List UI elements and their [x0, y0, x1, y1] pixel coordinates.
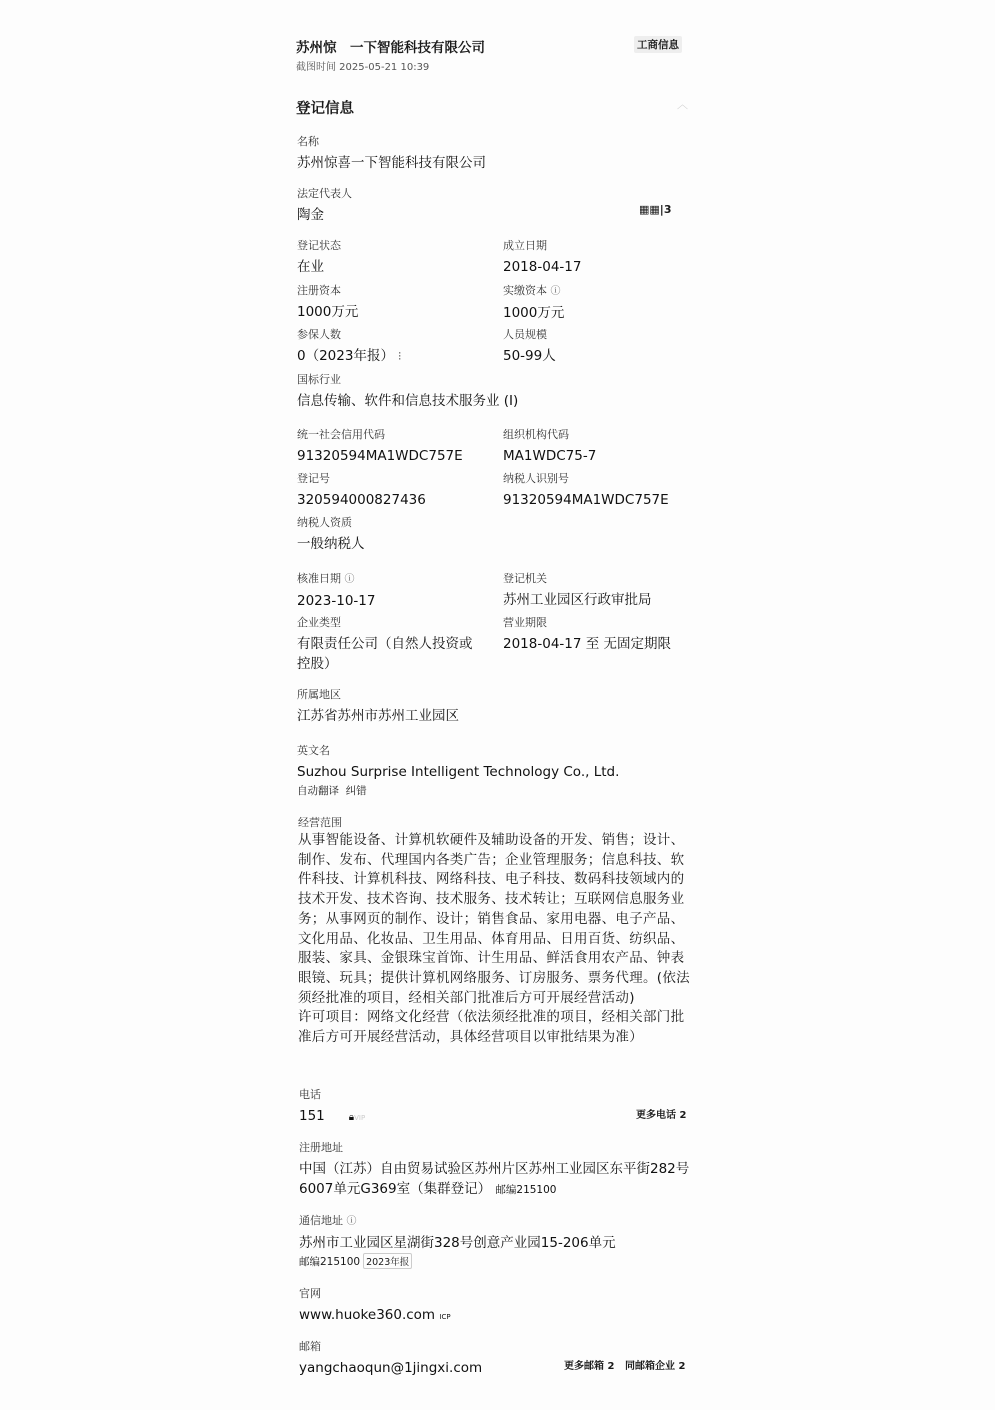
- website-link[interactable]: www.huoke360.com: [299, 1307, 436, 1323]
- info-icon[interactable]: ⓘ: [344, 574, 355, 585]
- field-industry: [297, 373, 687, 411]
- value: [297, 346, 497, 367]
- label: 营业期限: [503, 616, 547, 629]
- field-website: [299, 1287, 689, 1327]
- field-approve-date: [297, 572, 497, 611]
- value: 320594000827436: [297, 492, 426, 508]
- value: 苏州市工业园区星湖街328号创意产业园15-206单元: [299, 1235, 616, 1251]
- field-reg-address: [299, 1141, 694, 1200]
- postcode: 邮编215100: [299, 1256, 361, 1268]
- value: [299, 1106, 499, 1128]
- value: [299, 1305, 689, 1327]
- postcode-row: [299, 1253, 689, 1269]
- value: 从事智能设备、计算机软硬件及辅助设备的开发、销售；设计、制作、发布、代理国内各类广告；企业管理服务；信息科技、软件科技、计算机科技、网络科技、电子科技、数码科技领域内的技术开发、技术咨询、技术服务、技术转让；互联网信息服务业务；从事网页的制作、设计；销售食品、家用电器、电子产品、文化用品、化妆品、卫生用品、体育用品、日用百货、纺织品、服装、家具、金银珠宝首饰、计生用品、鲜活食用农产品、钟表眼镜、玩具；提供计算机网络服务、订房服务、票务代理。(依法须经批准的项目，经相关部门批准后方可开展经营活动): [298, 832, 690, 1006]
- label-text: 核准日期: [297, 572, 341, 585]
- label: 人员规模: [503, 328, 547, 341]
- address-text: 中国（江苏）自由贸易试验区苏州片区苏州工业园区东平街282号6007单元G369室（集群登记）: [299, 1161, 690, 1197]
- info-icon[interactable]: ⓘ: [550, 286, 561, 297]
- value: 有限责任公司（自然人投资或控股）: [297, 636, 473, 672]
- label: [297, 572, 497, 587]
- field-reg-capital: [297, 284, 497, 322]
- label: 官网: [299, 1287, 321, 1300]
- label: 登记状态: [297, 239, 341, 252]
- label: 纳税人识别号: [503, 472, 569, 485]
- label: 企业类型: [297, 616, 341, 629]
- field-authority: [503, 572, 703, 610]
- label: [299, 1214, 689, 1229]
- phone-number: 151: [299, 1108, 325, 1124]
- postcode: 邮编215100: [495, 1184, 557, 1196]
- label: [503, 284, 703, 299]
- chevron-up-icon[interactable]: ︿: [677, 98, 688, 111]
- field-tax-id: [503, 472, 703, 510]
- label: 名称: [297, 135, 319, 148]
- field-phone: [299, 1088, 499, 1128]
- field-credit-code: [297, 428, 497, 466]
- label-text: 实缴资本: [503, 284, 547, 297]
- business-info-tag[interactable]: 工商信息: [634, 36, 682, 53]
- field-scope: [298, 816, 690, 1048]
- more-phones-link[interactable]: 更多电话 2: [636, 1110, 687, 1121]
- field-company-type: [297, 616, 482, 674]
- value: 一般纳税人: [297, 536, 365, 552]
- field-org-code: [503, 428, 703, 466]
- value[interactable]: yangchaoqun@1jingxi.com: [299, 1360, 483, 1376]
- field-staff-size: [503, 328, 703, 366]
- value: 1000万元: [503, 305, 565, 321]
- field-reg-no: [297, 472, 497, 510]
- english-name-actions: [297, 783, 687, 798]
- label: 成立日期: [503, 239, 547, 252]
- field-tax-qual: [297, 516, 497, 554]
- label: 统一社会信用代码: [297, 428, 385, 441]
- lock-icon[interactable]: 🔒︎: [348, 1112, 355, 1123]
- value: Suzhou Surprise Intelligent Technology Co., Ltd.: [297, 764, 620, 780]
- auto-translate-link[interactable]: 自动翻译: [297, 785, 339, 797]
- related-count: 3: [663, 203, 672, 216]
- chart-icon[interactable]: ⫶: [398, 350, 401, 363]
- info-icon[interactable]: ⓘ: [346, 1216, 357, 1227]
- value: 2023-10-17: [297, 593, 376, 609]
- label: 登记机关: [503, 572, 547, 585]
- same-email-companies-link[interactable]: 同邮箱企业 2: [625, 1361, 686, 1372]
- more-emails-link[interactable]: 更多邮箱 2: [564, 1361, 615, 1372]
- field-legal-rep: [297, 187, 497, 225]
- label: 注册资本: [297, 284, 341, 297]
- field-mail-address: [299, 1214, 689, 1269]
- label-text: 通信地址: [299, 1214, 343, 1227]
- qr-company-icon: ▦▦: [639, 203, 660, 216]
- label: 法定代表人: [297, 187, 352, 200]
- related-companies[interactable]: ▦▦|3: [639, 203, 672, 216]
- field-paid-capital: [503, 284, 703, 323]
- value: 苏州惊喜一下智能科技有限公司: [297, 155, 486, 171]
- correct-link[interactable]: 纠错: [345, 785, 367, 797]
- label: 参保人数: [297, 328, 341, 341]
- label: 国标行业: [297, 373, 341, 386]
- value-text: 0（2023年报）: [297, 348, 394, 364]
- value: 江苏省苏州市苏州工业园区: [297, 708, 459, 724]
- field-term: [503, 616, 703, 654]
- value: 苏州工业园区行政审批局: [503, 592, 652, 608]
- permit-items: 许可项目：网络文化经营（依法须经批准的项目，经相关部门批准后方可开展经营活动，具体经营项目以审批结果为准）: [298, 1009, 685, 1046]
- value: [299, 1159, 694, 1200]
- company-title: 苏州惊 一下智能科技有限公司: [296, 40, 485, 56]
- value: 信息传输、软件和信息技术服务业 (I): [297, 393, 519, 409]
- label: 注册地址: [299, 1141, 343, 1154]
- field-name: [297, 135, 687, 173]
- field-region: [297, 688, 687, 726]
- value: 2018-04-17: [503, 259, 582, 275]
- label: 登记号: [297, 472, 330, 485]
- label: 组织机构代码: [503, 428, 569, 441]
- field-insured: [297, 328, 497, 367]
- label: 经营范围: [298, 816, 342, 829]
- vip-badge: VIP: [354, 1114, 366, 1122]
- label: 纳税人资质: [297, 516, 352, 529]
- label: 电话: [299, 1088, 321, 1101]
- value: 91320594MA1WDC757E: [297, 448, 463, 464]
- screenshot-time: 截图时间 2025-05-21 10:39: [296, 62, 430, 73]
- label: 英文名: [297, 744, 330, 757]
- value: 在业: [297, 259, 324, 275]
- label: 所属地区: [297, 688, 341, 701]
- label: 邮箱: [299, 1340, 321, 1353]
- value: MA1WDC75-7: [503, 448, 597, 464]
- icp-badge[interactable]: ICP: [439, 1313, 451, 1321]
- value: 2018-04-17 至 无固定期限: [503, 636, 672, 652]
- field-status: [297, 239, 497, 277]
- value[interactable]: 陶金: [297, 207, 324, 223]
- annual-report-chip[interactable]: 2023年报: [363, 1253, 412, 1269]
- field-english-name: [297, 744, 687, 798]
- value: 91320594MA1WDC757E: [503, 492, 669, 508]
- field-founded: [503, 239, 703, 277]
- value: 50-99人: [503, 348, 556, 364]
- value: 1000万元: [297, 304, 359, 320]
- section-title: 登记信息: [296, 101, 354, 117]
